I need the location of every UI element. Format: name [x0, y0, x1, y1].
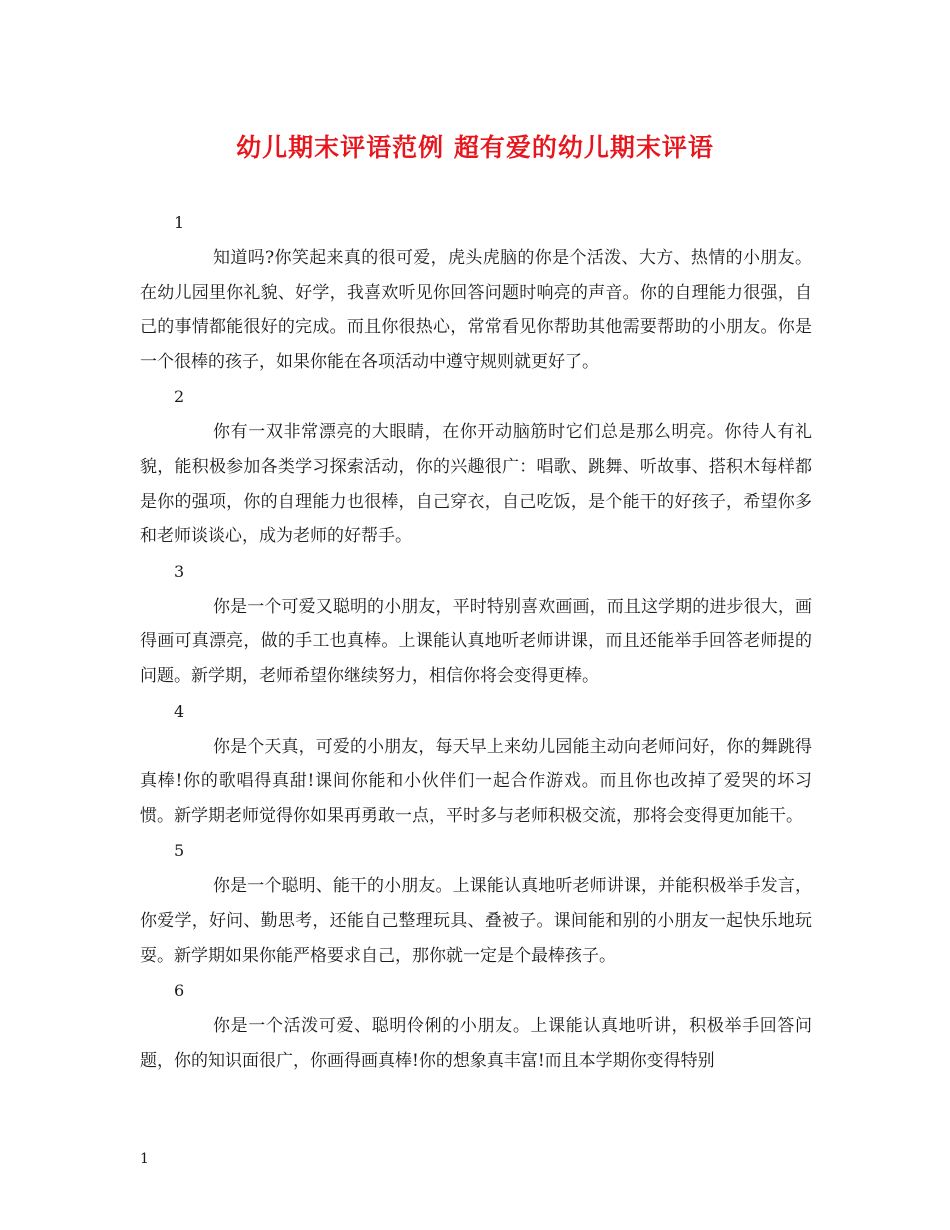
document-title: 幼儿期末评语范例 超有爱的幼儿期末评语: [236, 133, 714, 162]
section-number: 3: [174, 561, 185, 581]
section-number: 6: [174, 981, 185, 1001]
section-paragraph: 你是一个活泼可爱、聪明伶俐的小朋友。上课能认真地听讲，积极举手回答问题，你的知识面很广，你画得画真棒!你的想象真丰富!而且本学期你变得特别: [140, 1016, 812, 1071]
section-paragraph: 你是一个聪明、能干的小朋友。上课能认真地听老师讲课，并能积极举手发言，你爱学，好问、勤思考，还能自己整理玩具、叠被子。课间能和别的小朋友一起快乐地玩耍。新学期如果你能严格要求自己，那你就一定是个最棒孩子。: [140, 876, 812, 966]
section-number: 5: [174, 841, 185, 861]
section-number: 4: [174, 701, 185, 721]
section-number: 1: [174, 213, 185, 232]
section-paragraph: 你是个天真，可爱的小朋友，每天早上来幼儿园能主动向老师问好，你的舞跳得真棒!你的歌唱得真甜!课间你能和小伙伴们一起合作游戏。而且你也改掉了爱哭的坏习惯。新学期老师觉得你如果再勇敢一点，平时多与老师积极交流，那将会变得更加能干。: [140, 736, 812, 826]
section-paragraph: 知道吗?你笑起来真的很可爱，虎头虎脑的你是个活泼、大方、热情的小朋友。在幼儿园里你礼貌、好学，我喜欢听见你回答问题时响亮的声音。你的自理能力很强，自己的事情都能很好的完成。而且你很热心，常常看见你帮助其他需要帮助的小朋友。你是一个很棒的孩子，如果你能在各项活动中遵守规则就更好了。: [140, 248, 812, 372]
document-body: [140, 205, 812, 1078]
section-paragraph: 你有一双非常漂亮的大眼睛，在你开动脑筋时它们总是那么明亮。你待人有礼貌，能积极参加各类学习探索活动，你的兴趣很广：唱歌、跳舞、听故事、搭积木每样都是你的强项，你的自理能力也很棒，自己穿衣，自己吃饭，是个能干的好孩子，希望你多和老师谈谈心，成为老师的好帮手。: [140, 422, 812, 547]
section-number: 2: [174, 387, 185, 407]
section-paragraph: 你是一个可爱又聪明的小朋友，平时特别喜欢画画，而且这学期的进步很大，画得画可真漂亮，做的手工也真棒。上课能认真地听老师讲课，而且还能举手回答老师提的问题。新学期，老师希望你继续努力，相信你将会变得更棒。: [140, 596, 812, 686]
page-number: 1: [140, 1151, 149, 1167]
